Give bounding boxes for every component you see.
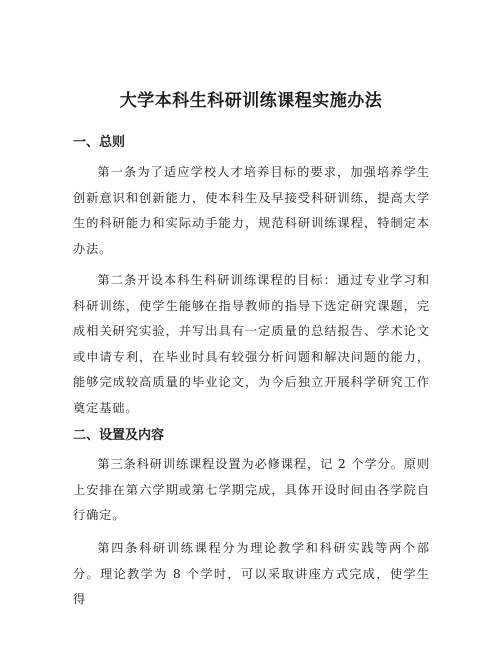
document-title: 大学本科生科研训练课程实施办法 [119,91,383,111]
article-2-paragraph: 第二条开设本科生科研训练课程的目标：通过专业学习和科研训练，使学生能够在指导教师的指导下选定研究课题，完成相关研究实验，并写出具有一定质量的总结报告、学术论文或申请专利，在毕业时具有较强分析问题和解决问题的能力，能够完成较高质量的毕业论文，为今后独立开展科学研究工作奠定基础。 [73,273,430,415]
article-1-paragraph: 第一条为了适应学校人才培养目标的要求，加强培养学生创新意识和创新能力，使本科生及早接受科研训练，提高大学生的科研能力和实际动手能力，规范科研训练课程，特制定本办法。 [73,165,430,256]
section-heading-general: 一、总则 [73,135,126,150]
article-4-paragraph: 第四条科研训练课程分为理论教学和科研实践等两个部分。理论教学为 8 个学时，可以采取讲座方式完成，使学生得 [73,541,430,606]
section-heading-setup: 二、设置及内容 [73,428,165,443]
article-3-paragraph: 第三条科研训练课程设置为必修课程，记 2 个学分。原则上安排在第六学期或第七学期完成，具体开设时间由各学院自行确定。 [73,457,430,522]
